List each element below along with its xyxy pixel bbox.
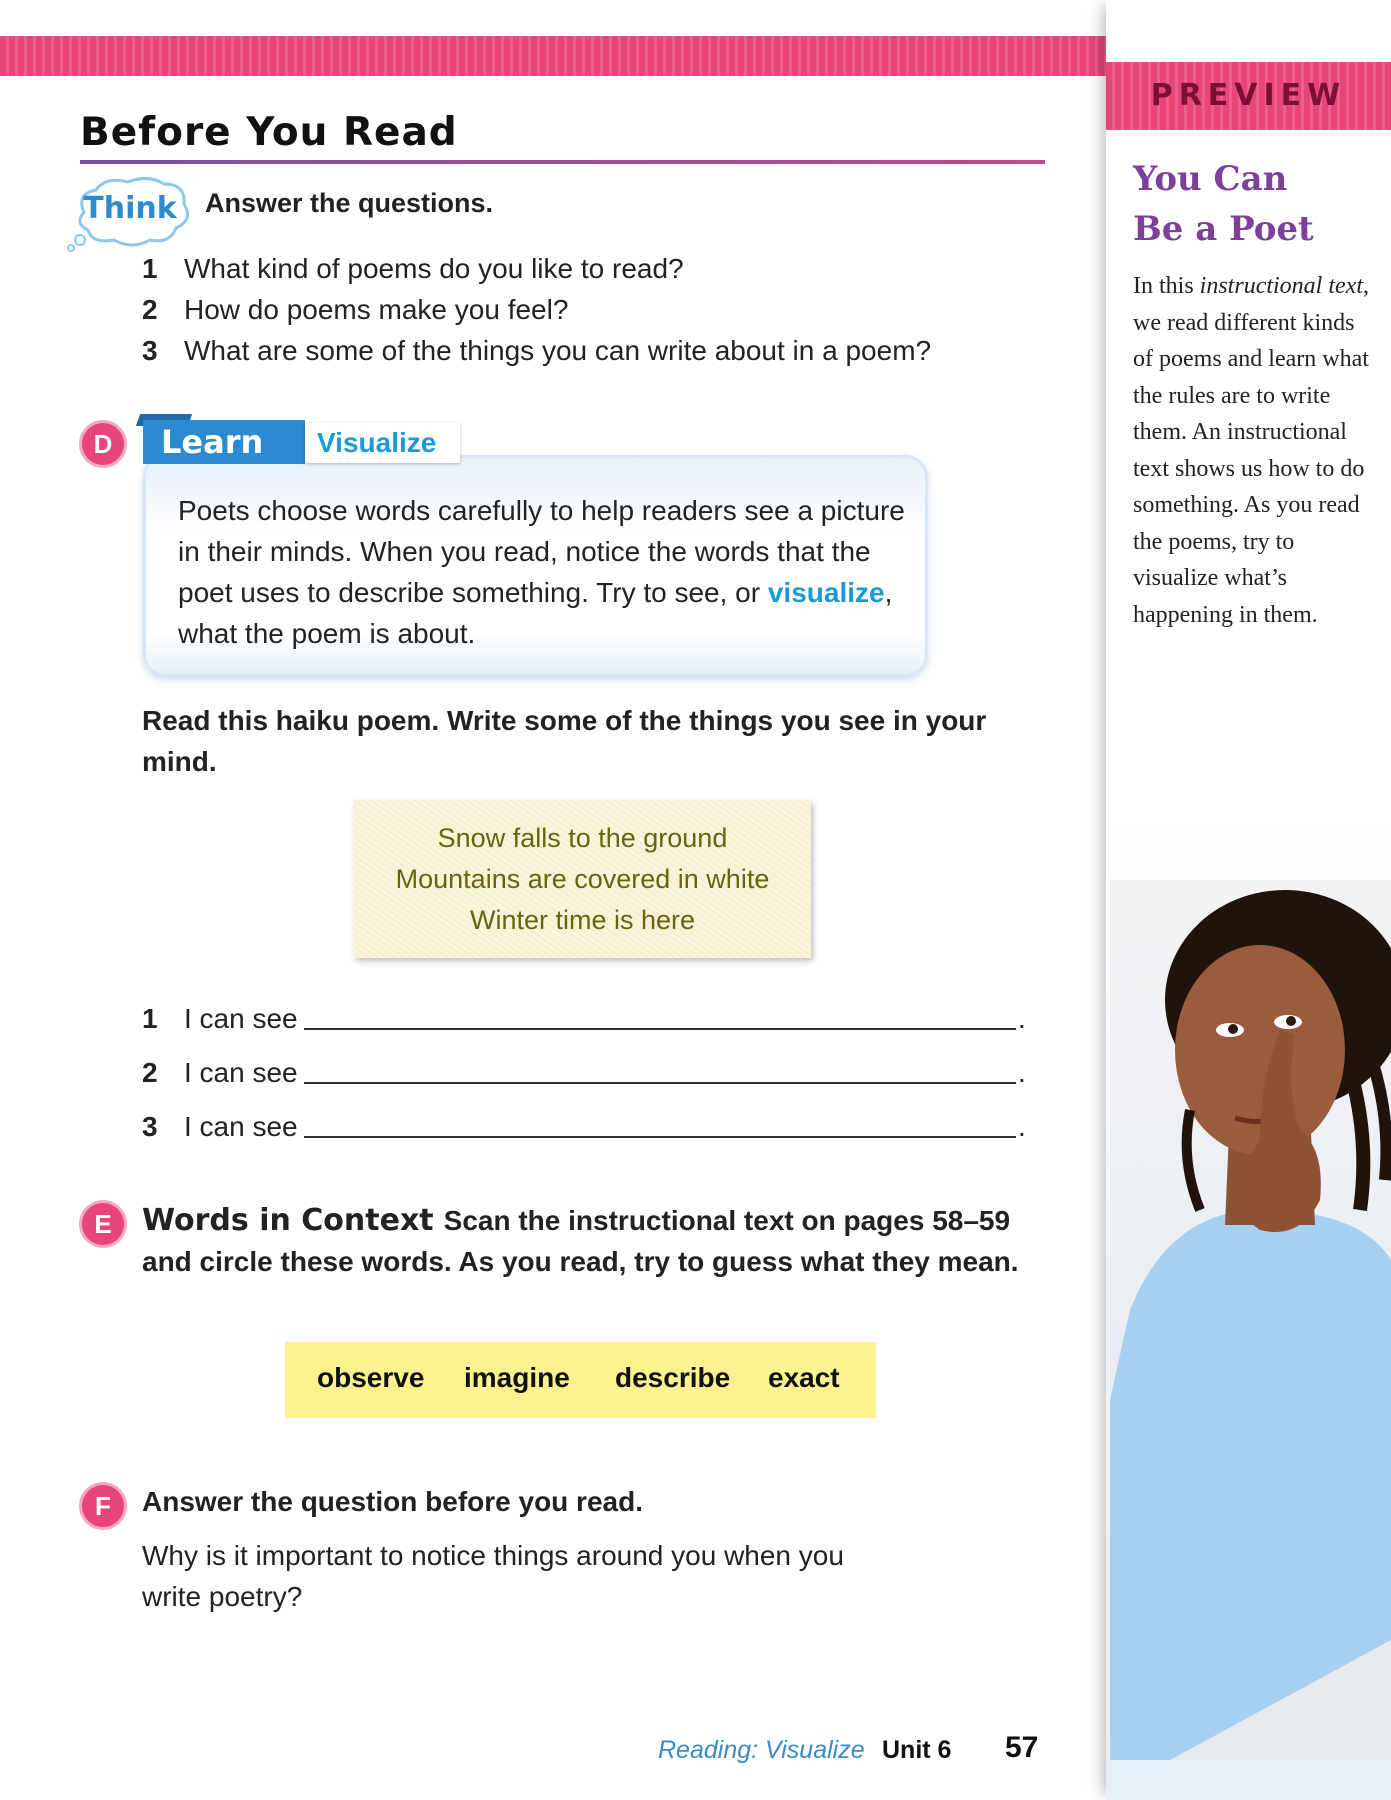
see-item-3 [142, 1111, 298, 1143]
top-stripe [0, 36, 1128, 76]
see-label: I can see [184, 1057, 298, 1088]
see-number: 3 [142, 1111, 158, 1142]
words-in-context-text [142, 1200, 1032, 1282]
heading-rule [80, 160, 1045, 164]
words-in-context-instruction: Scan the instructional text on pages 58–59 and circle these words. As you read, try to guess what they mean. [142, 1205, 1019, 1277]
footer-section: Reading: Visualize [658, 1736, 865, 1764]
word-observe: observe [317, 1362, 425, 1393]
footer-unit: Unit 6 [882, 1736, 952, 1764]
sidebar-title-line2: Be a Poet [1133, 209, 1314, 249]
answer-line-3[interactable] [304, 1136, 1016, 1138]
sidebar-text-1: In this [1133, 273, 1200, 299]
section-letter-d: D [79, 420, 127, 468]
question-number: 1 [142, 253, 158, 284]
question-1 [142, 253, 684, 285]
question-text: What kind of poems do you like to read? [184, 253, 684, 284]
sidebar-text-2: , we read different kinds of poems and learn what the rules are to write them. An instructional text shows us how to do something. As you read the poems, try to visualize what’s happening in them. [1133, 273, 1369, 628]
see-number: 1 [142, 1003, 158, 1034]
word-imagine: imagine [464, 1362, 570, 1393]
words-in-context-title: Words in Context [142, 1203, 434, 1238]
haiku-instruction: Read this haiku poem. Write some of the things you see in your mind. [142, 705, 987, 777]
see-label: I can see [184, 1111, 298, 1142]
answer-title: Answer the question before you read. [142, 1486, 643, 1517]
sidebar-title-line1: You Can [1133, 159, 1288, 199]
visualize-subtab: Visualize [305, 423, 460, 463]
answer-line-2[interactable] [304, 1082, 1016, 1084]
learn-tab: Learn [143, 420, 305, 464]
word-exact: exact [768, 1362, 840, 1393]
see-label: I can see [184, 1003, 298, 1034]
see-item-1 [142, 1003, 298, 1035]
learn-text-before: Poets choose words carefully to help readers see a picture in their minds. When you read, notice the words that the poet uses to describe something. Try to see, or [178, 495, 905, 608]
page-number: 57 [1005, 1731, 1039, 1764]
sidebar-title [1133, 154, 1373, 254]
question-text: What are some of the things you can write about in a poem? [184, 335, 932, 366]
preview-label: PREVIEW [1150, 78, 1347, 113]
question-2 [142, 294, 568, 326]
sidebar-text-italic: instructional text [1199, 273, 1363, 299]
learn-text [178, 490, 908, 654]
think-badge-text: Think [83, 191, 177, 226]
haiku-line-3: Winter time is here [469, 905, 696, 935]
answer-question: Why is it important to notice things around you when you write poetry? [142, 1540, 844, 1612]
question-number: 3 [142, 335, 158, 366]
see-end-3: . [1018, 1111, 1026, 1142]
learn-keyword: visualize [767, 577, 885, 608]
see-end-1: . [1018, 1003, 1026, 1034]
word-describe: describe [615, 1362, 731, 1393]
girl-thinking-photo [1110, 880, 1391, 1760]
question-text: How do poems make you feel? [184, 294, 569, 325]
see-number: 2 [142, 1057, 158, 1088]
page-title: Before You Read [80, 110, 458, 155]
see-item-2 [142, 1057, 298, 1089]
learn-text-after: , what the poem is about. [178, 577, 893, 649]
haiku-line-2: Mountains are covered in white [395, 864, 770, 894]
answer-line-1[interactable] [304, 1028, 1016, 1030]
think-instruction: Answer the questions. [205, 188, 494, 218]
see-end-2: . [1018, 1057, 1026, 1088]
question-3 [142, 335, 931, 367]
section-letter-f: F [79, 1482, 127, 1530]
question-number: 2 [142, 294, 158, 325]
section-letter-e: E [79, 1200, 127, 1248]
think-cloud-icon [66, 174, 196, 254]
sidebar-description [1133, 268, 1373, 633]
haiku-line-1: Snow falls to the ground [437, 823, 728, 853]
